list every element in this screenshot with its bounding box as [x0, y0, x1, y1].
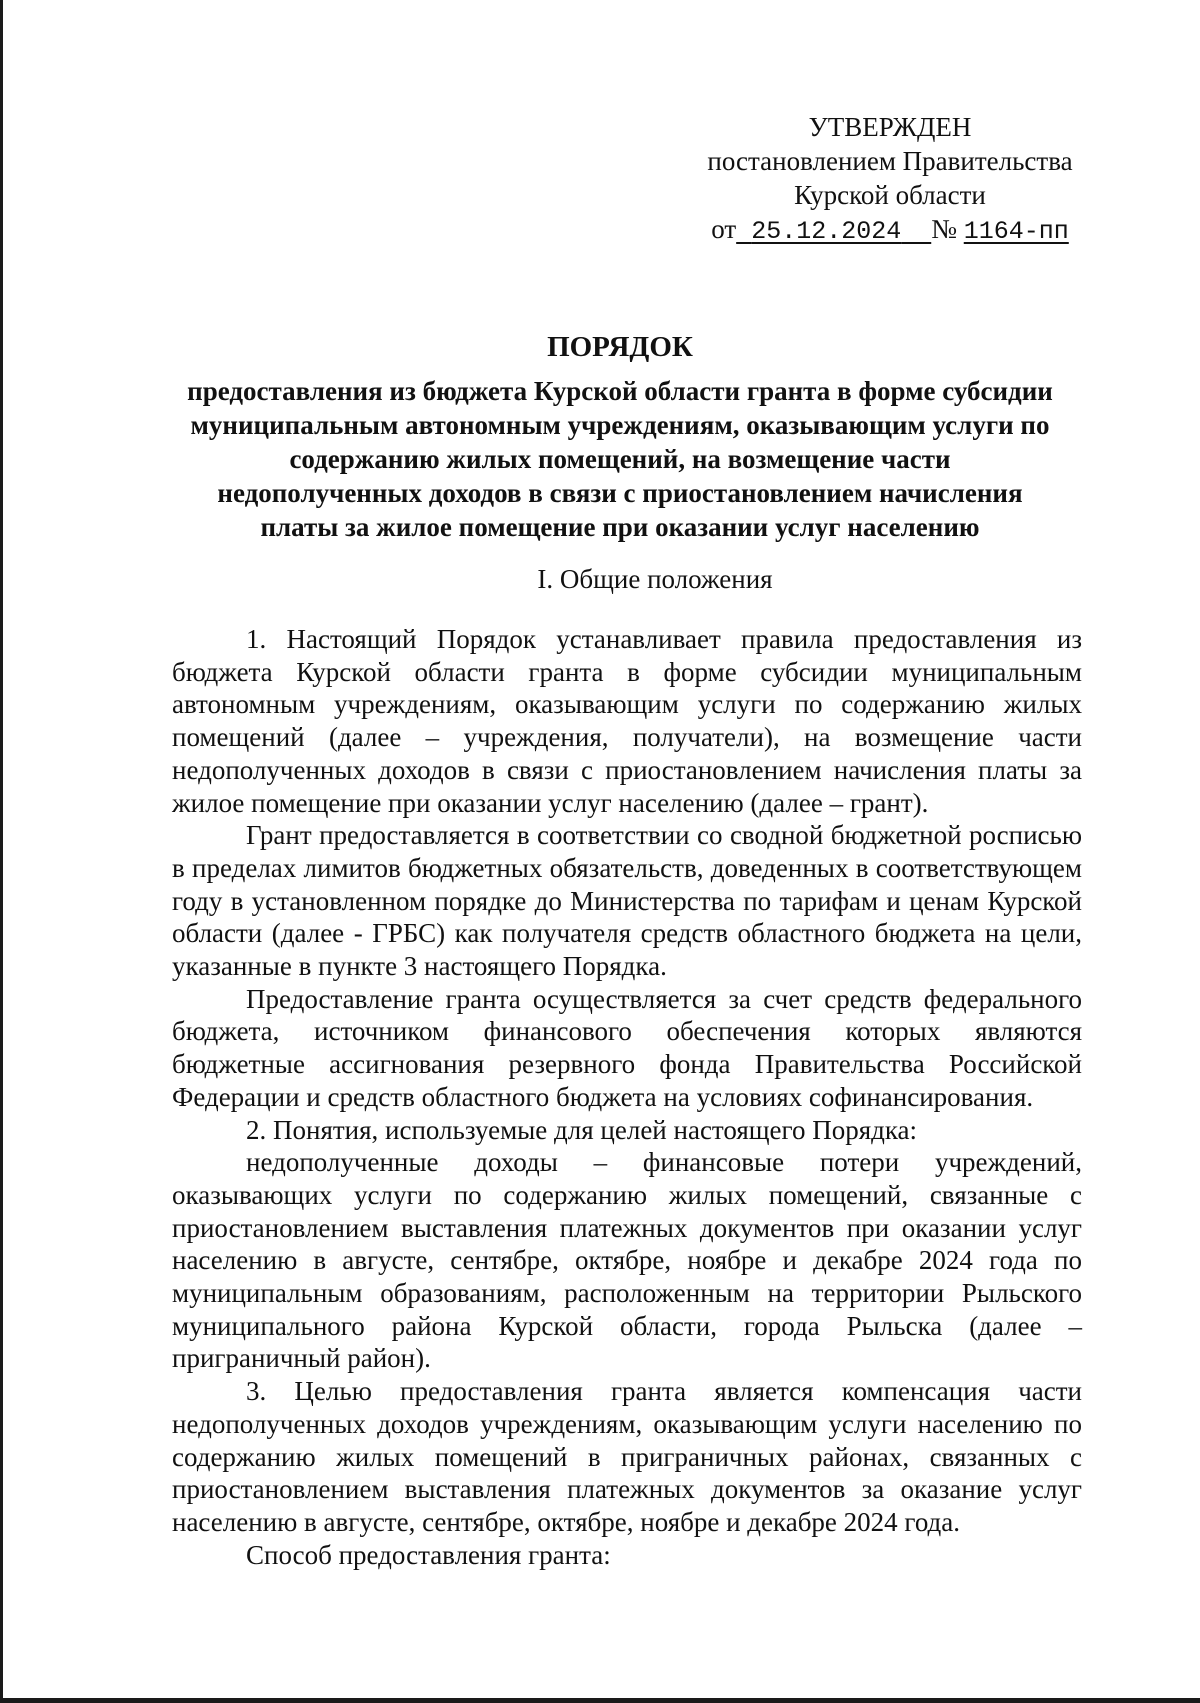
approval-region-line: Курской области: [794, 180, 986, 210]
approval-date: 25.12.2024: [751, 217, 902, 246]
title-line: платы за жилое помещение при оказании услуг населению: [260, 512, 980, 542]
title-line: недополученных доходов в связи с приостановлением начисления: [217, 478, 1023, 508]
paragraph: Грант предоставляется в соответствии со сводной бюджетной росписью в пределах лимитов бюджетных обязательств, доведенных в соответствующем году в установленном порядке до Министерства по тарифам и ценам Курской области (далее - ГРБС) как получателя средств областного бюджета на цели, указанные в пункте 3 настоящего Порядка.: [172, 820, 1082, 982]
approval-by-line: постановлением Правительства: [707, 146, 1073, 176]
approval-stamp: [690, 110, 1090, 249]
paragraph: 3. Целью предоставления гранта является компенсация части недополученных доходов учреждениям, оказывающим услуги населению по содержанию жилых помещений в приграничных районах, связанных с приостановлением выставления платежных документов за оказание услуг населению в августе, сентябре, октябре, ноябре и декабре 2024 года.: [172, 1376, 1082, 1537]
paragraph: 2. Понятия, используемые для целей настоящего Порядка:: [246, 1114, 918, 1145]
title-line: содержанию жилых помещений, на возмещение части: [289, 444, 951, 474]
approval-date-line: [690, 212, 1090, 249]
document-title-block: [150, 330, 1090, 544]
paragraph: Предоставление гранта осуществляется за счет средств федерального бюджета, источником финансового обеспечения которых являются бюджетные ассигнования резервного фонда Правительства Российской Федерации и средств областного бюджета на условиях софинансирования.: [172, 983, 1082, 1112]
approval-status: УТВЕРЖДЕН: [808, 112, 972, 142]
title-line: муниципальным автономным учреждениям, оказывающим услуги по: [190, 410, 1050, 440]
paragraph: недополученные доходы – финансовые потери учреждений, оказывающих услуги по содержанию жилых помещений, связанные с приостановлением выставления платежных документов при оказании услуг населению в августе, сентябре, октябре, ноябре и декабре 2024 года по муниципальным образованиям, расположенным на территории Рыльского муниципального района Курской области, города Рыльска (далее – приграничный район).: [172, 1147, 1082, 1374]
paragraph: Способ предоставления гранта:: [246, 1539, 611, 1570]
title-line: предоставления из бюджета Курской области гранта в форме субсидии: [187, 376, 1053, 406]
section-heading: I. Общие положения: [537, 564, 773, 594]
document-body: [172, 623, 1082, 1571]
date-prefix: от: [711, 214, 737, 244]
document-title: ПОРЯДОК: [547, 331, 693, 363]
approval-number: 1164-пп: [963, 217, 1069, 246]
page-left-border: [0, 0, 3, 1703]
number-prefix: №: [931, 214, 957, 244]
paragraph: 1. Настоящий Порядок устанавливает правила предоставления из бюджета Курской области гранта в форме субсидии муниципальным автономным учреждениям, оказывающим услуги по содержанию жилых помещений (далее – учреждения, получатели), на возмещение части недополученных доходов в связи с приостановлением начисления платы за жилое помещение при оказании услуг населению (далее – грант).: [172, 624, 1082, 818]
page-bottom-border: [0, 1698, 1200, 1703]
